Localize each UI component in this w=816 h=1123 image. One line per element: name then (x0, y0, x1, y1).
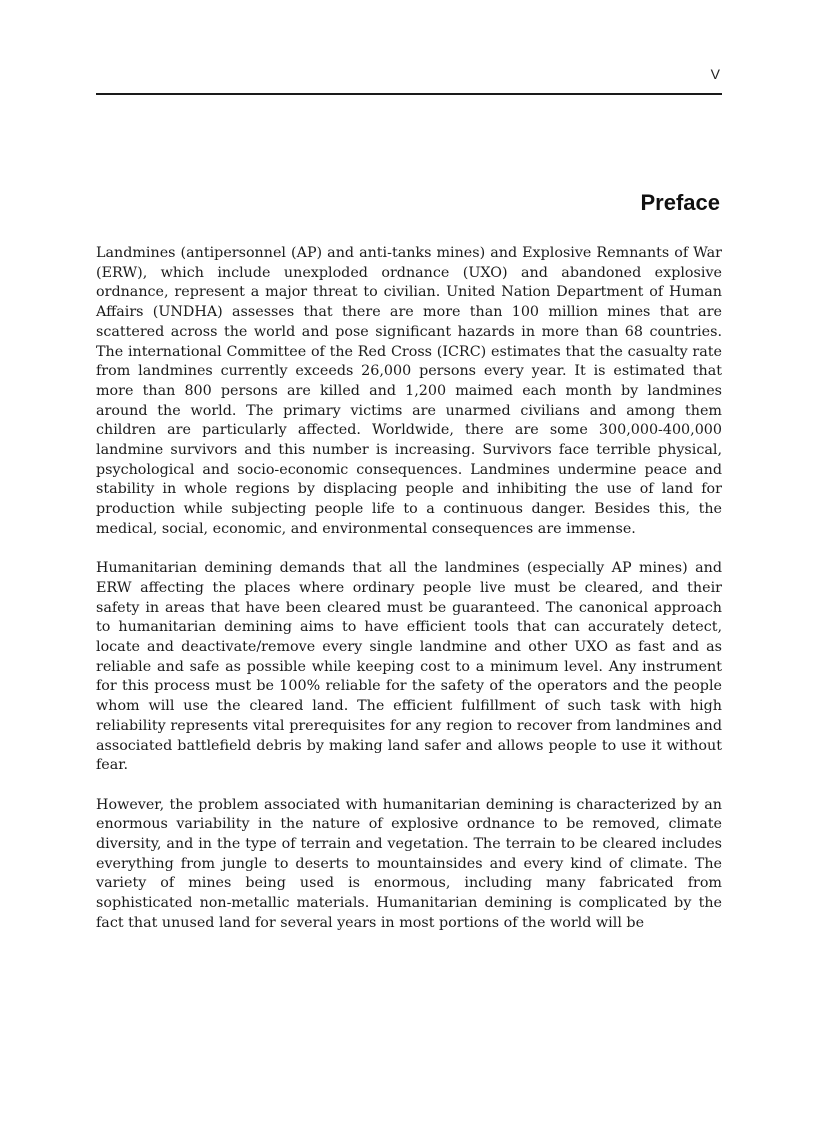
paragraph: However, the problem associated with humanitarian demining is characterized by an enormous variability in the nature of explosive ordnance to be removed, climate diversity, and in the type of terrain and vegetation. The terrain to be cleared includes everything from jungle to deserts to mountainsides and every kind of climate. The variety of mines being used is enormous, including many fabricated from sophisticated non-metallic materials. Humanitarian demining is complicated by the fact that unused land for several years in most portions of the world will be (96, 796, 722, 931)
page-number: V (710, 66, 720, 82)
paragraph: Humanitarian demining demands that all the landmines (especially AP mines) and ERW affecting the places where ordinary people live must be cleared, and their safety in areas that have been cleared must be guaranteed. The canonical approach to humanitarian demining aims to have efficient tools that can accurately detect, locate and deactivate/remove every single landmine and other UXO as fast and as reliable and safe as possible while keeping cost to a minimum level. Any instrument for this process must be 100% reliable for the safety of the operators and the people whom will use the cleared land. The efficient fulfillment of such task with high reliability represents vital prerequisites for any region to recover from landmines and associated battlefield debris by making land safer and allows people to use it without fear. (96, 560, 722, 774)
chapter-title: Preface (640, 190, 720, 215)
paragraph: Landmines (antipersonnel (AP) and anti-tanks mines) and Explosive Remnants of War (ERW), which include unexploded ordnance (UXO) and abandoned explosive ordnance, represent a major threat to civilian. United Nation Department of Human Affairs (UNDHA) assesses that there are more than 100 million mines that are scattered across the world and pose significant hazards in more than 68 countries. The international Committee of the Red Cross (ICRC) estimates that the casualty rate from landmines currently exceeds 26,000 persons every year. It is estimated that more than 800 persons are killed and 1,200 maimed each month by landmines around the world. The primary victims are unarmed civilians and among them children are particularly affected. Worldwide, there are some 300,000-400,000 landmine survivors and this number is increasing. Survivors face terrible physical, psychological and socio-economic consequences. Landmines undermine peace and stability in whole regions by displacing people and inhibiting the use of land for production while subjecting people life to a continuous danger. Besides this, the medical, social, economic, and environmental consequences are immense. (96, 245, 722, 537)
body-text (96, 244, 722, 953)
header-rule (96, 93, 722, 95)
